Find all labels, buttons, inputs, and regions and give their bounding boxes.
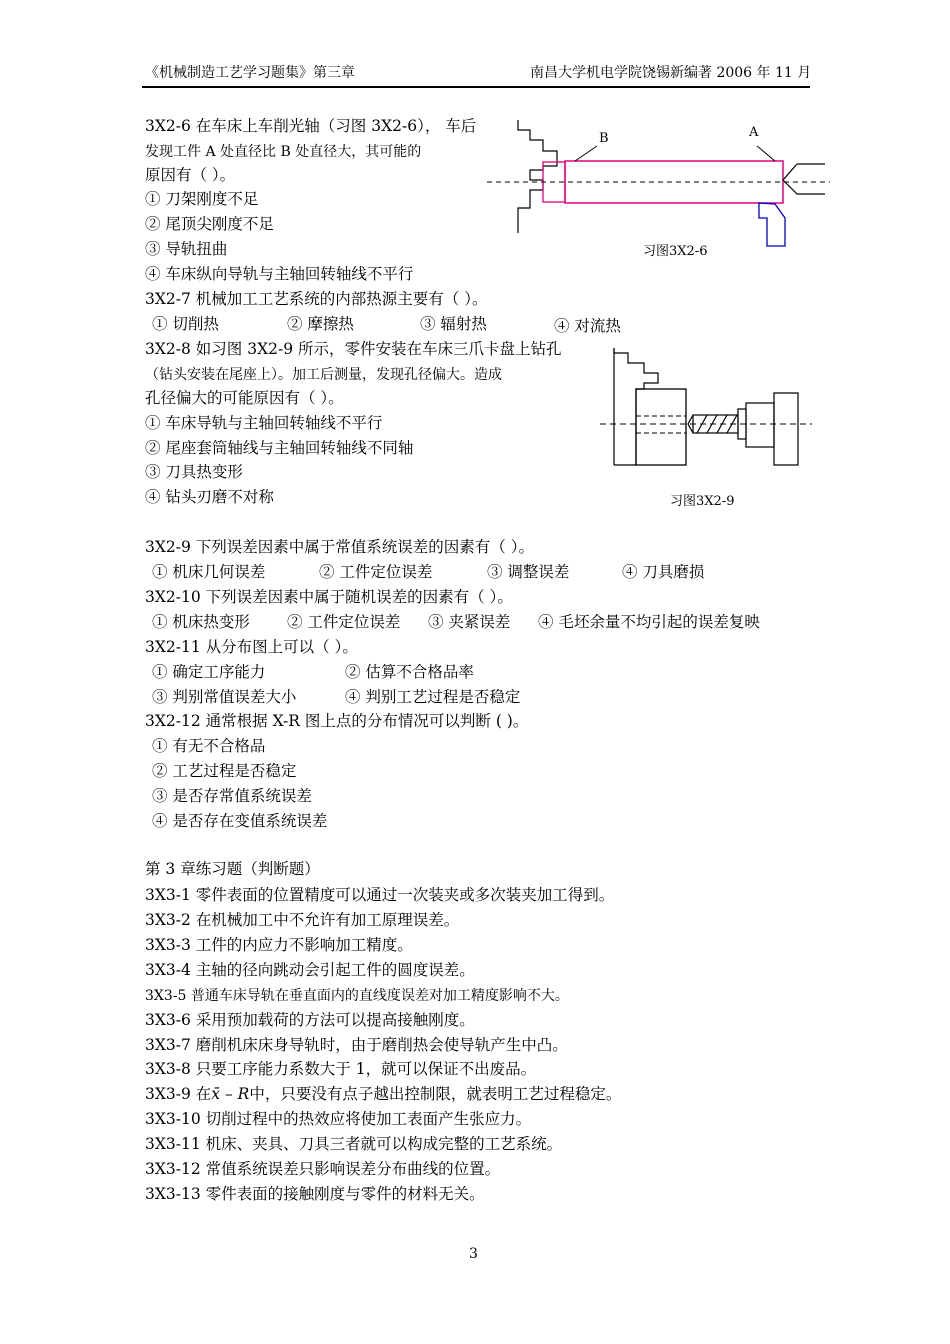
q26-opt3: ③ 导轨扭曲 [145, 240, 228, 258]
q28-line1: 3X2-8 如习图 3X2-9 所示，零件安装在车床三爪卡盘上钻孔 [145, 340, 562, 358]
q210-opt4: ④ 毛坯余量不均引起的误差复映 [538, 613, 760, 631]
q26-line2: 发现工件 A 处直径比 B 处直径大，其可能的 [145, 144, 422, 160]
q28-line3: 孔径偏大的可能原因有（ ）。 [145, 389, 344, 407]
judge9-formula: x̄ – R [211, 1085, 250, 1103]
header-right: 南昌大学机电学院饶锡新编著 2006 年 11 月 [530, 65, 812, 81]
judge-item-11: 3X3-11 机床、夹具、刀具三者就可以构成完整的工艺系统。 [145, 1135, 563, 1153]
q29-opt3: ③ 调整误差 [487, 563, 570, 581]
judge-item-13: 3X3-13 零件表面的接触刚度与零件的材料无关。 [145, 1185, 485, 1203]
figure-3x2-6 [485, 118, 830, 253]
q27-opt1: ① 切削热 [152, 315, 219, 333]
judge-item-2: 3X3-2 在机械加工中不允许有加工原理误差。 [145, 911, 460, 929]
judge-item-10: 3X3-10 切削过程中的热效应将使加工表面产生张应力。 [145, 1110, 532, 1128]
q212-line1: 3X2-12 通常根据 X-R 图上点的分布情况可以判断 ( )。 [145, 712, 529, 730]
q26-line1: 3X2-6 在车床上车削光轴（习图 3X2-6）， 车后 [145, 117, 477, 135]
q210-opt1: ① 机床热变形 [152, 613, 250, 631]
q28-line2: （钻头安装在尾座上）。加工后测量，发现孔径偏大。造成 [145, 367, 502, 383]
q28-opt2: ② 尾座套筒轴线与主轴回转轴线不同轴 [145, 439, 414, 457]
judge-item-5: 3X3-5 普通车床导轨在垂直面内的直线度误差对加工精度影响不大。 [145, 988, 569, 1004]
q28-opt1: ① 车床导轨与主轴回转轴线不平行 [145, 414, 383, 432]
q211-opt3: ③ 判别常值误差大小 [152, 688, 297, 706]
q26-line3: 原因有（ ）。 [145, 166, 236, 184]
judge-item-1: 3X3-1 零件表面的位置精度可以通过一次装夹或多次装夹加工得到。 [145, 886, 615, 904]
q26-opt4: ④ 车床纵向导轨与主轴回转轴线不平行 [145, 265, 414, 283]
q210-line1: 3X2-10 下列误差因素中属于随机误差的因素有（ ）。 [145, 588, 513, 606]
section-title: 第 3 章练习题（判断题） [145, 860, 320, 878]
q211-opt1: ① 确定工序能力 [152, 663, 266, 681]
fig26-label-b: B [599, 131, 609, 146]
judge-item-12: 3X3-12 常值系统误差只影响误差分布曲线的位置。 [145, 1160, 501, 1178]
fig29-caption: 习图3X2-9 [670, 494, 735, 509]
q29-line1: 3X2-9 下列误差因素中属于常值系统误差的因素有（ ）。 [145, 538, 534, 556]
q28-opt4: ④ 钻头刃磨不对称 [145, 488, 274, 506]
q211-line1: 3X2-11 从分布图上可以（ ）。 [145, 638, 358, 656]
header-left: 《机械制造工艺学习题集》第三章 [145, 65, 355, 81]
q212-opt2: ② 工艺过程是否稳定 [152, 762, 297, 780]
q27-opt2: ② 摩擦热 [287, 315, 354, 333]
page-number: 3 [469, 1246, 478, 1262]
q26-opt1: ① 刀架刚度不足 [145, 190, 259, 208]
judge-item-9 [145, 1084, 621, 1104]
q212-opt4: ④ 是否存在变值系统误差 [152, 812, 328, 830]
judge-item-6: 3X3-6 采用预加载荷的方法可以提高接触刚度。 [145, 1011, 475, 1029]
judge-item-4: 3X3-4 主轴的径向跳动会引起工件的圆度误差。 [145, 961, 475, 979]
q212-opt3: ③ 是否存常值系统误差 [152, 787, 312, 805]
q27-opt4: ④ 对流热 [554, 317, 621, 335]
q26-opt2: ② 尾顶尖刚度不足 [145, 215, 274, 233]
fig26-label-a: A [749, 125, 759, 140]
fig26-caption: 习图3X2-6 [643, 244, 708, 259]
q27-line1: 3X2-7 机械加工工艺系统的内部热源主要有（ ）。 [145, 290, 488, 308]
header-rule [142, 86, 810, 88]
judge-item-3: 3X3-3 工件的内应力不影响加工精度。 [145, 936, 413, 954]
q211-opt4: ④ 判别工艺过程是否稳定 [345, 688, 521, 706]
judge-item-8: 3X3-8 只要工序能力系数大于 1，就可以保证不出废品。 [145, 1060, 537, 1078]
figure-3x2-9 [600, 345, 812, 485]
q29-opt2: ② 工件定位误差 [319, 563, 433, 581]
judge9-suffix: 中，只要没有点子越出控制限，就表明工艺过程稳定。 [249, 1085, 622, 1103]
q210-opt3: ③ 夹紧误差 [428, 613, 511, 631]
q29-opt4: ④ 刀具磨损 [622, 563, 705, 581]
q210-opt2: ② 工件定位误差 [287, 613, 401, 631]
q212-opt1: ① 有无不合格品 [152, 737, 266, 755]
judge9-prefix: 3X3-9 在 [145, 1085, 212, 1103]
judge-item-7: 3X3-7 磨削机床床身导轨时，由于磨削热会使导轨产生中凸。 [145, 1036, 568, 1054]
q28-opt3: ③ 刀具热变形 [145, 463, 243, 481]
q29-opt1: ① 机床几何误差 [152, 563, 266, 581]
q211-opt2: ② 估算不合格品率 [345, 663, 474, 681]
q27-opt3: ③ 辐射热 [420, 315, 487, 333]
